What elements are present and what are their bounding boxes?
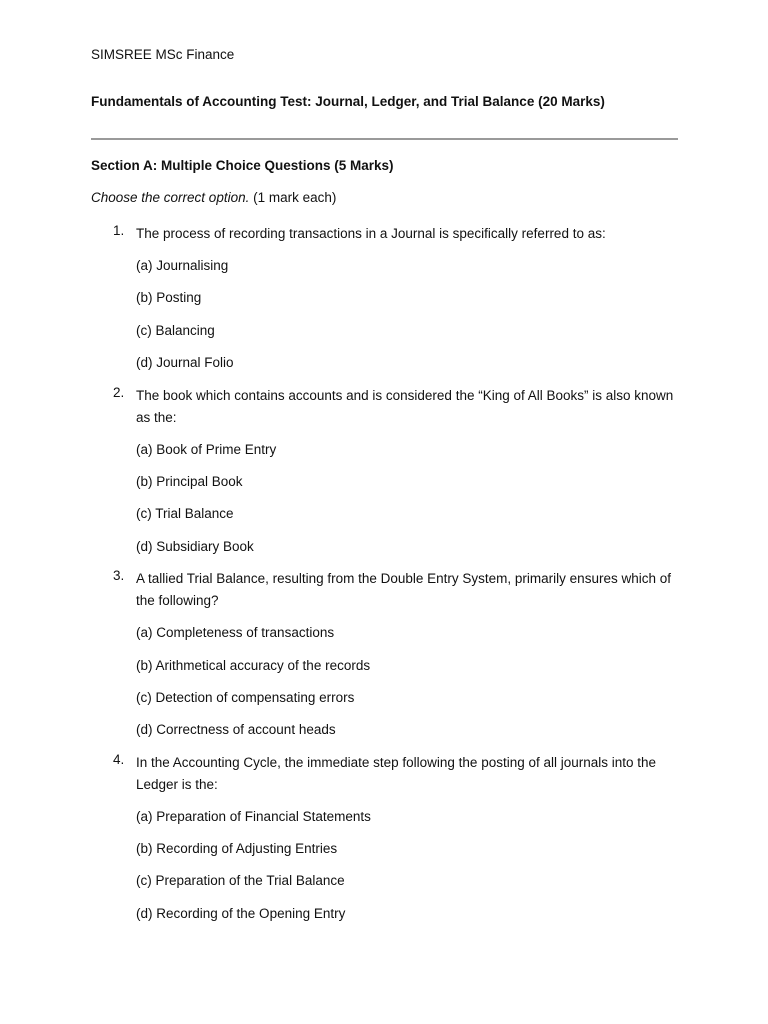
question-item xyxy=(91,752,681,925)
document-title: Fundamentals of Accounting Test: Journal, Ledger, and Trial Balance (20 Marks) xyxy=(91,94,605,109)
horizontal-divider xyxy=(91,138,678,140)
question-text: A tallied Trial Balance, resulting from the Double Entry System, primarily ensures which of the following? xyxy=(136,571,671,609)
answer-option: (a) Preparation of Financial Statements xyxy=(136,808,371,824)
answer-option: (b) Principal Book xyxy=(136,473,243,489)
question-item xyxy=(91,223,681,374)
answer-option: (b) Recording of Adjusting Entries xyxy=(136,841,338,857)
question-text: In the Accounting Cycle, the immediate step following the posting of all journals into the Ledger is the: xyxy=(136,754,657,792)
answer-option: (d) Recording of the Opening Entry xyxy=(136,905,346,921)
answer-option: (c) Preparation of the Trial Balance xyxy=(136,873,345,889)
question-item xyxy=(91,385,681,558)
section-instructions xyxy=(91,190,336,205)
question-number: 3. xyxy=(113,568,125,584)
section-title: Section A: Multiple Choice Questions (5 Marks) xyxy=(91,158,394,173)
question-text: The process of recording transactions in a Journal is specifically referred to as: xyxy=(136,226,606,241)
instruction-rest: (1 mark each) xyxy=(249,190,337,205)
question-text: The book which contains accounts and is considered the “King of All Books” is also known as the: xyxy=(136,387,674,425)
answer-option: (b) Posting xyxy=(136,290,202,306)
answer-option: (a) Completeness of transactions xyxy=(136,625,335,641)
question-number: 1. xyxy=(113,223,125,238)
answer-option: (d) Journal Folio xyxy=(136,355,234,371)
answer-option: (c) Detection of compensating errors xyxy=(136,689,355,705)
answer-option: (a) Book of Prime Entry xyxy=(136,441,277,457)
answer-option: (c) Trial Balance xyxy=(136,506,234,522)
instruction-italic: Choose the correct option. xyxy=(91,190,250,205)
document-header: SIMSREE MSc Finance xyxy=(91,47,235,62)
question-item xyxy=(91,568,681,741)
question-list xyxy=(91,223,681,935)
question-number: 2. xyxy=(113,384,125,400)
question-number: 4. xyxy=(113,751,125,767)
answer-option: (c) Balancing xyxy=(136,322,215,338)
answer-option: (a) Journalising xyxy=(136,258,229,273)
answer-option: (b) Arithmetical accuracy of the records xyxy=(136,657,371,673)
answer-option: (d) Subsidiary Book xyxy=(136,538,254,554)
answer-option: (d) Correctness of account heads xyxy=(136,722,336,738)
